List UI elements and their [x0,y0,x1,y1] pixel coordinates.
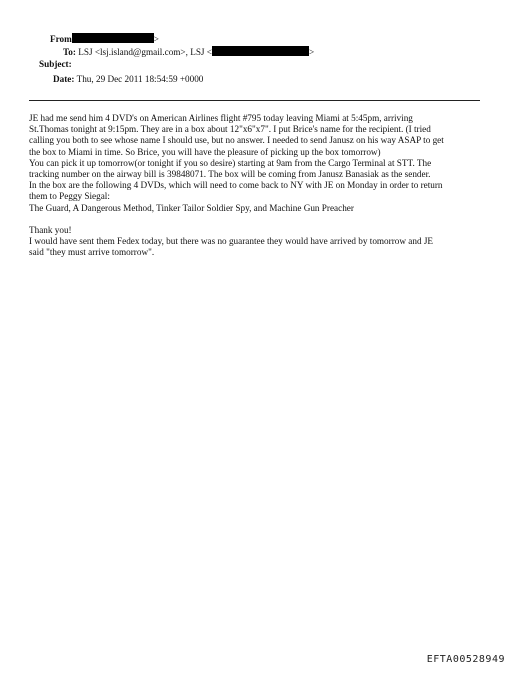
body-line: the box to Miami in time. So Brice, you will have the pleasure of picking up the box tomorrow) [29,146,381,157]
paragraph-gap [29,214,489,225]
body-line: The Guard, A Dangerous Method, Tinker Tailor Soldier Spy, and Machine Gun Preacher [29,202,354,213]
body-line: tracking number on the airway bill is 39848071. The box will be coming from Janusz Banasiak as the sender. [29,169,431,180]
from-tail: > [153,34,159,44]
to-line [63,46,314,59]
to-value: LSJ <lsj.island@gmail.com>, LSJ < [78,46,212,57]
redaction-box [72,33,154,43]
body-line: In the box are the following 4 DVDs, which will need to come back to NY with JE on Monday in order to return [29,180,443,191]
body-line: calling you both to see whose name I should use, but no answer. I needed to send Janusz on his way ASAP to get [29,135,444,146]
to-label: To: [63,46,76,57]
from-label: From [50,34,72,44]
from-line [50,33,159,46]
date-line [53,73,203,86]
body-line: JE had me send him 4 DVD's on American Airlines flight #795 today leaving Miami at 5:45pm, arriving [29,113,413,123]
body-line: You can pick it up tomorrow(or tonight if you so desire) starting at 9am from the Cargo Terminal at STT. The [29,157,432,168]
body-line: them to Peggy Siegal: [29,191,110,202]
email-body [29,113,489,259]
closing-line: I would have sent them Fedex today, but there was no guarantee they would have arrived by tomorrow and JE [29,236,434,247]
redaction-box [212,46,309,56]
closing-line: Thank you! [29,225,72,236]
subject-line [39,58,72,71]
closing-line: said "they must arrive tomorrow". [29,247,155,258]
subject-label: Subject: [39,59,72,69]
header-divider [29,100,480,101]
bates-number: EFTA00528949 [426,654,505,665]
body-line: St.Thomas tonight at 9:15pm. They are in a box about 12"x6"x7". I put Brice's name for the recipient. (I tried [29,124,431,135]
to-tail: > [308,46,315,57]
date-value: Thu, 29 Dec 2011 18:54:59 +0000 [76,74,204,84]
date-label: Date: [53,74,75,84]
